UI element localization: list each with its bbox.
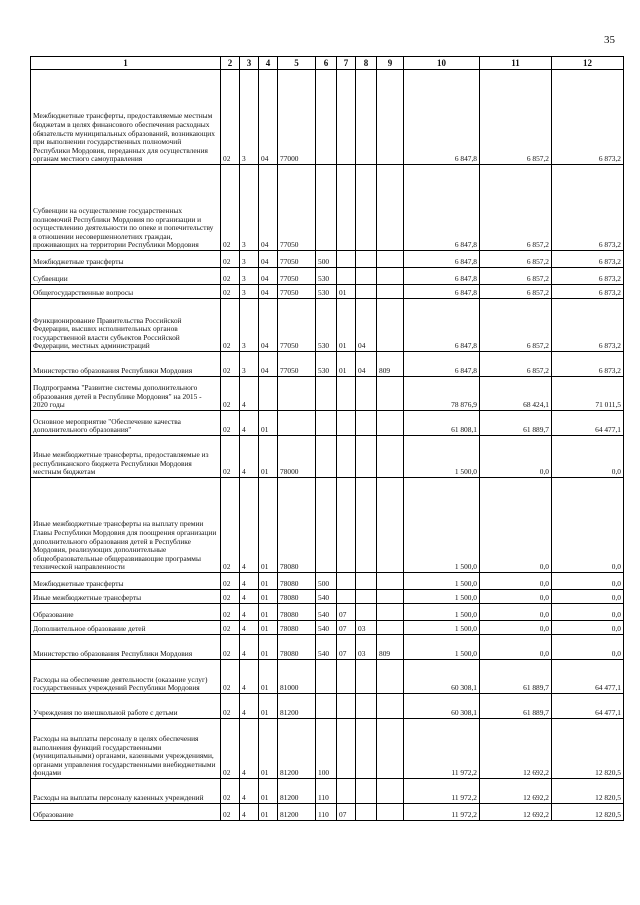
amount-cell: 1 500,0	[404, 621, 480, 635]
row-name: Министерство образования Республики Мордовия	[31, 352, 221, 377]
code-cell: 77050	[278, 251, 316, 268]
code-cell: 81000	[278, 660, 316, 694]
code-cell	[356, 478, 377, 573]
amount-cell: 6 847,8	[404, 165, 480, 251]
code-cell	[377, 70, 404, 165]
code-cell: 04	[259, 268, 278, 285]
col-header: 1	[31, 57, 221, 70]
amount-cell: 6 847,8	[404, 285, 480, 299]
code-cell: 02	[221, 285, 240, 299]
row-name: Иные межбюджетные трансферты, предоставляемые из республиканского бюджета Республики Мордовия местным бюджетам	[31, 436, 221, 478]
code-cell	[337, 436, 356, 478]
table-row	[31, 573, 624, 590]
code-cell: 01	[337, 352, 356, 377]
code-cell	[337, 478, 356, 573]
amount-cell: 0,0	[480, 590, 552, 604]
row-name: Межбюджетные трансферты	[31, 251, 221, 268]
code-cell: 02	[221, 590, 240, 604]
code-cell: 530	[316, 299, 337, 352]
code-cell: 81200	[278, 804, 316, 821]
amount-cell: 12 692,2	[480, 719, 552, 779]
code-cell: 4	[240, 411, 259, 436]
budget-table	[30, 56, 624, 821]
code-cell	[337, 268, 356, 285]
col-header: 2	[221, 57, 240, 70]
amount-cell: 6 857,2	[480, 70, 552, 165]
amount-cell: 6 857,2	[480, 352, 552, 377]
code-cell: 01	[259, 779, 278, 804]
amount-cell: 12 692,2	[480, 804, 552, 821]
code-cell	[337, 719, 356, 779]
amount-cell: 0,0	[552, 478, 624, 573]
code-cell: 07	[337, 621, 356, 635]
code-cell	[337, 573, 356, 590]
row-name: Функционирование Правительства Российской Федерации, высших исполнительных органов государственной власти субъектов Российской Федерации, местных администраций	[31, 299, 221, 352]
row-name: Образование	[31, 604, 221, 621]
code-cell: 3	[240, 165, 259, 251]
code-cell	[316, 377, 337, 411]
code-cell: 4	[240, 621, 259, 635]
code-cell	[377, 285, 404, 299]
code-cell: 04	[259, 251, 278, 268]
code-cell: 04	[259, 299, 278, 352]
amount-cell: 0,0	[480, 621, 552, 635]
code-cell	[356, 660, 377, 694]
code-cell: 01	[259, 411, 278, 436]
code-cell	[278, 377, 316, 411]
code-cell: 01	[337, 285, 356, 299]
amount-cell: 0,0	[480, 635, 552, 660]
code-cell: 04	[259, 285, 278, 299]
table-row	[31, 779, 624, 804]
code-cell	[377, 436, 404, 478]
col-header: 11	[480, 57, 552, 70]
code-cell: 4	[240, 573, 259, 590]
code-cell	[377, 268, 404, 285]
code-cell: 4	[240, 590, 259, 604]
amount-cell: 12 820,5	[552, 779, 624, 804]
code-cell: 81200	[278, 779, 316, 804]
row-name: Дополнительное образование детей	[31, 621, 221, 635]
code-cell: 01	[259, 436, 278, 478]
code-cell: 02	[221, 694, 240, 719]
code-cell: 02	[221, 804, 240, 821]
code-cell: 78080	[278, 478, 316, 573]
code-cell: 4	[240, 604, 259, 621]
code-cell	[356, 719, 377, 779]
code-cell: 100	[316, 719, 337, 779]
code-cell: 530	[316, 285, 337, 299]
amount-cell: 0,0	[552, 590, 624, 604]
code-cell: 4	[240, 694, 259, 719]
code-cell: 4	[240, 660, 259, 694]
amount-cell: 64 477,1	[552, 694, 624, 719]
code-cell: 02	[221, 779, 240, 804]
code-cell	[377, 299, 404, 352]
code-cell: 01	[259, 660, 278, 694]
code-cell: 78080	[278, 635, 316, 660]
amount-cell: 6 857,2	[480, 251, 552, 268]
amount-cell: 64 477,1	[552, 411, 624, 436]
code-cell: 78000	[278, 436, 316, 478]
code-cell: 4	[240, 478, 259, 573]
row-name: Расходы на выплаты персоналу казенных учреждений	[31, 779, 221, 804]
code-cell: 540	[316, 590, 337, 604]
amount-cell: 1 500,0	[404, 478, 480, 573]
code-cell: 02	[221, 377, 240, 411]
row-name: Основное мероприятие "Обеспечение качества дополнительного образования"	[31, 411, 221, 436]
code-cell	[316, 411, 337, 436]
amount-cell: 12 820,5	[552, 719, 624, 779]
amount-cell: 11 972,2	[404, 804, 480, 821]
code-cell: 500	[316, 573, 337, 590]
code-cell: 02	[221, 635, 240, 660]
code-cell: 04	[259, 352, 278, 377]
row-name: Подпрограмма "Развитие системы дополнительного образования детей в Республике Мордовия" на 2015 - 2020 годы	[31, 377, 221, 411]
row-name: Межбюджетные трансферты	[31, 573, 221, 590]
code-cell: 3	[240, 268, 259, 285]
code-cell: 809	[377, 352, 404, 377]
code-cell: 78080	[278, 604, 316, 621]
code-cell	[377, 694, 404, 719]
code-cell: 809	[377, 635, 404, 660]
code-cell: 4	[240, 804, 259, 821]
amount-cell: 61 889,7	[480, 660, 552, 694]
code-cell: 4	[240, 377, 259, 411]
code-cell: 02	[221, 352, 240, 377]
amount-cell: 6 873,2	[552, 285, 624, 299]
table-row	[31, 299, 624, 352]
code-cell: 07	[337, 635, 356, 660]
amount-cell: 71 011,5	[552, 377, 624, 411]
col-header: 12	[552, 57, 624, 70]
amount-cell: 0,0	[480, 604, 552, 621]
amount-cell: 1 500,0	[404, 604, 480, 621]
code-cell	[356, 804, 377, 821]
code-cell: 77050	[278, 352, 316, 377]
code-cell	[316, 436, 337, 478]
table-row	[31, 352, 624, 377]
code-cell: 3	[240, 70, 259, 165]
code-cell: 01	[259, 573, 278, 590]
table-row	[31, 694, 624, 719]
code-cell	[377, 804, 404, 821]
code-cell: 01	[259, 604, 278, 621]
code-cell	[356, 573, 377, 590]
code-cell	[316, 478, 337, 573]
row-name: Субвенции на осуществление государственных полномочий Республики Мордовия по организации и осуществлению деятельности по опеке и попечительству в отношении несовершеннолетних граждан, проживающих на территории Республики Мордовия	[31, 165, 221, 251]
col-header: 3	[240, 57, 259, 70]
amount-cell: 6 873,2	[552, 352, 624, 377]
code-cell: 04	[356, 299, 377, 352]
code-cell	[356, 436, 377, 478]
row-name: Расходы на выплаты персоналу в целях обеспечения выполнения функций государственными (муниципальными) органами, казенными учреждениями, органами управления государственными внебюджетными фондами	[31, 719, 221, 779]
table-row	[31, 590, 624, 604]
code-cell: 500	[316, 251, 337, 268]
amount-cell: 1 500,0	[404, 635, 480, 660]
code-cell	[356, 251, 377, 268]
col-header: 7	[337, 57, 356, 70]
code-cell: 81200	[278, 694, 316, 719]
code-cell: 01	[259, 478, 278, 573]
table-row	[31, 719, 624, 779]
amount-cell: 6 857,2	[480, 285, 552, 299]
code-cell: 02	[221, 268, 240, 285]
code-cell: 530	[316, 268, 337, 285]
code-cell: 02	[221, 299, 240, 352]
code-cell: 02	[221, 719, 240, 779]
col-header: 5	[278, 57, 316, 70]
code-cell	[337, 165, 356, 251]
code-cell: 02	[221, 411, 240, 436]
code-cell	[337, 377, 356, 411]
code-cell: 02	[221, 621, 240, 635]
amount-cell: 6 873,2	[552, 251, 624, 268]
row-name: Учреждения по внешкольной работе с детьми	[31, 694, 221, 719]
amount-cell: 6 847,8	[404, 299, 480, 352]
code-cell: 81200	[278, 719, 316, 779]
table-row	[31, 251, 624, 268]
amount-cell: 11 972,2	[404, 779, 480, 804]
row-name: Субвенции	[31, 268, 221, 285]
code-cell	[377, 604, 404, 621]
table-row	[31, 804, 624, 821]
code-cell: 01	[259, 635, 278, 660]
code-cell: 01	[259, 590, 278, 604]
table-row	[31, 660, 624, 694]
amount-cell: 6 873,2	[552, 268, 624, 285]
amount-cell: 1 500,0	[404, 436, 480, 478]
code-cell: 4	[240, 779, 259, 804]
code-cell	[356, 604, 377, 621]
code-cell	[316, 660, 337, 694]
code-cell: 03	[356, 635, 377, 660]
col-header: 6	[316, 57, 337, 70]
code-cell	[377, 779, 404, 804]
amount-cell: 6 847,8	[404, 70, 480, 165]
col-header: 4	[259, 57, 278, 70]
table-row	[31, 165, 624, 251]
amount-cell: 61 889,7	[480, 411, 552, 436]
code-cell	[316, 70, 337, 165]
amount-cell: 0,0	[480, 478, 552, 573]
code-cell: 02	[221, 573, 240, 590]
amount-cell: 61 808,1	[404, 411, 480, 436]
code-cell	[337, 590, 356, 604]
table-row	[31, 70, 624, 165]
amount-cell: 1 500,0	[404, 590, 480, 604]
col-header: 9	[377, 57, 404, 70]
amount-cell: 6 847,8	[404, 251, 480, 268]
code-cell	[377, 573, 404, 590]
row-name: Иные межбюджетные трансферты на выплату премии Главы Республики Мордовия для поощрения организации дополнительного образования детей в Республике Мордовия, реализующих дополнительные общеобразовательные общеразвивающие программы технической направленности	[31, 478, 221, 573]
table-row	[31, 621, 624, 635]
code-cell: 01	[259, 719, 278, 779]
amount-cell: 12 692,2	[480, 779, 552, 804]
code-cell	[377, 719, 404, 779]
row-name: Образование	[31, 804, 221, 821]
code-cell	[278, 411, 316, 436]
amount-cell: 6 857,2	[480, 299, 552, 352]
amount-cell: 0,0	[552, 436, 624, 478]
code-cell	[316, 165, 337, 251]
table-row	[31, 604, 624, 621]
code-cell: 77050	[278, 268, 316, 285]
row-name: Межбюджетные трансферты, предоставляемые местным бюджетам в целях финансового обеспечения расходных обязательств муниципальных образований, возникающих при выполнении государственных полномочий Республики Мордовия, переданных для осуществления органам местного самоуправления	[31, 70, 221, 165]
code-cell	[337, 251, 356, 268]
code-cell: 3	[240, 352, 259, 377]
row-name: Расходы на обеспечение деятельности (оказание услуг) государственных учреждений Республики Мордовия	[31, 660, 221, 694]
code-cell: 01	[337, 299, 356, 352]
code-cell	[337, 411, 356, 436]
amount-cell: 6 873,2	[552, 299, 624, 352]
amount-cell: 6 847,8	[404, 352, 480, 377]
code-cell: 78080	[278, 621, 316, 635]
code-cell: 4	[240, 635, 259, 660]
row-name: Министерство образования Республики Мордовия	[31, 635, 221, 660]
code-cell	[356, 590, 377, 604]
amount-cell: 6 857,2	[480, 268, 552, 285]
table-row	[31, 377, 624, 411]
code-cell: 78080	[278, 590, 316, 604]
amount-cell: 0,0	[480, 573, 552, 590]
code-cell	[377, 377, 404, 411]
code-cell: 4	[240, 719, 259, 779]
col-header: 8	[356, 57, 377, 70]
code-cell	[377, 411, 404, 436]
code-cell: 03	[356, 621, 377, 635]
table-row	[31, 411, 624, 436]
code-cell: 02	[221, 660, 240, 694]
code-cell: 04	[356, 352, 377, 377]
amount-cell: 0,0	[552, 635, 624, 660]
amount-cell: 0,0	[480, 436, 552, 478]
code-cell	[356, 377, 377, 411]
code-cell	[337, 660, 356, 694]
code-cell	[377, 621, 404, 635]
code-cell: 07	[337, 604, 356, 621]
amount-cell: 6 873,2	[552, 70, 624, 165]
amount-cell: 0,0	[552, 604, 624, 621]
code-cell: 540	[316, 604, 337, 621]
row-name: Общегосударственные вопросы	[31, 285, 221, 299]
amount-cell: 1 500,0	[404, 573, 480, 590]
code-cell: 02	[221, 165, 240, 251]
amount-cell: 11 972,2	[404, 719, 480, 779]
code-cell: 02	[221, 604, 240, 621]
code-cell: 01	[259, 621, 278, 635]
table-row	[31, 268, 624, 285]
code-cell: 4	[240, 436, 259, 478]
code-cell: 77050	[278, 285, 316, 299]
code-cell	[356, 779, 377, 804]
code-cell: 77000	[278, 70, 316, 165]
code-cell	[356, 70, 377, 165]
code-cell	[356, 165, 377, 251]
code-cell: 04	[259, 70, 278, 165]
code-cell: 3	[240, 299, 259, 352]
amount-cell: 6 857,2	[480, 165, 552, 251]
amount-cell: 12 820,5	[552, 804, 624, 821]
code-cell	[377, 660, 404, 694]
code-cell: 01	[259, 804, 278, 821]
code-cell: 530	[316, 352, 337, 377]
code-cell: 02	[221, 70, 240, 165]
code-cell	[356, 285, 377, 299]
amount-cell: 0,0	[552, 621, 624, 635]
code-cell: 02	[221, 478, 240, 573]
code-cell	[356, 268, 377, 285]
code-cell: 02	[221, 251, 240, 268]
code-cell: 04	[259, 165, 278, 251]
code-cell	[377, 590, 404, 604]
amount-cell: 68 424,1	[480, 377, 552, 411]
amount-cell: 60 308,1	[404, 694, 480, 719]
table-row	[31, 635, 624, 660]
row-name: Иные межбюджетные трансферты	[31, 590, 221, 604]
amount-cell: 64 477,1	[552, 660, 624, 694]
code-cell: 110	[316, 779, 337, 804]
amount-cell: 0,0	[552, 573, 624, 590]
code-cell: 110	[316, 804, 337, 821]
code-cell: 540	[316, 621, 337, 635]
code-cell	[316, 694, 337, 719]
code-cell	[337, 70, 356, 165]
amount-cell: 6 873,2	[552, 165, 624, 251]
code-cell	[356, 694, 377, 719]
code-cell: 01	[259, 694, 278, 719]
code-cell: 540	[316, 635, 337, 660]
code-cell	[337, 694, 356, 719]
table-row	[31, 478, 624, 573]
code-cell: 02	[221, 436, 240, 478]
code-cell	[337, 779, 356, 804]
code-cell	[377, 478, 404, 573]
amount-cell: 78 876,9	[404, 377, 480, 411]
code-cell: 78080	[278, 573, 316, 590]
code-cell	[356, 411, 377, 436]
amount-cell: 6 847,8	[404, 268, 480, 285]
code-cell	[377, 251, 404, 268]
header-row	[31, 57, 624, 70]
code-cell	[259, 377, 278, 411]
table-row	[31, 436, 624, 478]
page-number: 35	[604, 34, 615, 46]
col-header: 10	[404, 57, 480, 70]
code-cell: 77050	[278, 299, 316, 352]
code-cell	[377, 165, 404, 251]
amount-cell: 60 308,1	[404, 660, 480, 694]
code-cell: 77050	[278, 165, 316, 251]
table-row	[31, 285, 624, 299]
code-cell: 3	[240, 251, 259, 268]
code-cell: 07	[337, 804, 356, 821]
code-cell: 3	[240, 285, 259, 299]
amount-cell: 61 889,7	[480, 694, 552, 719]
